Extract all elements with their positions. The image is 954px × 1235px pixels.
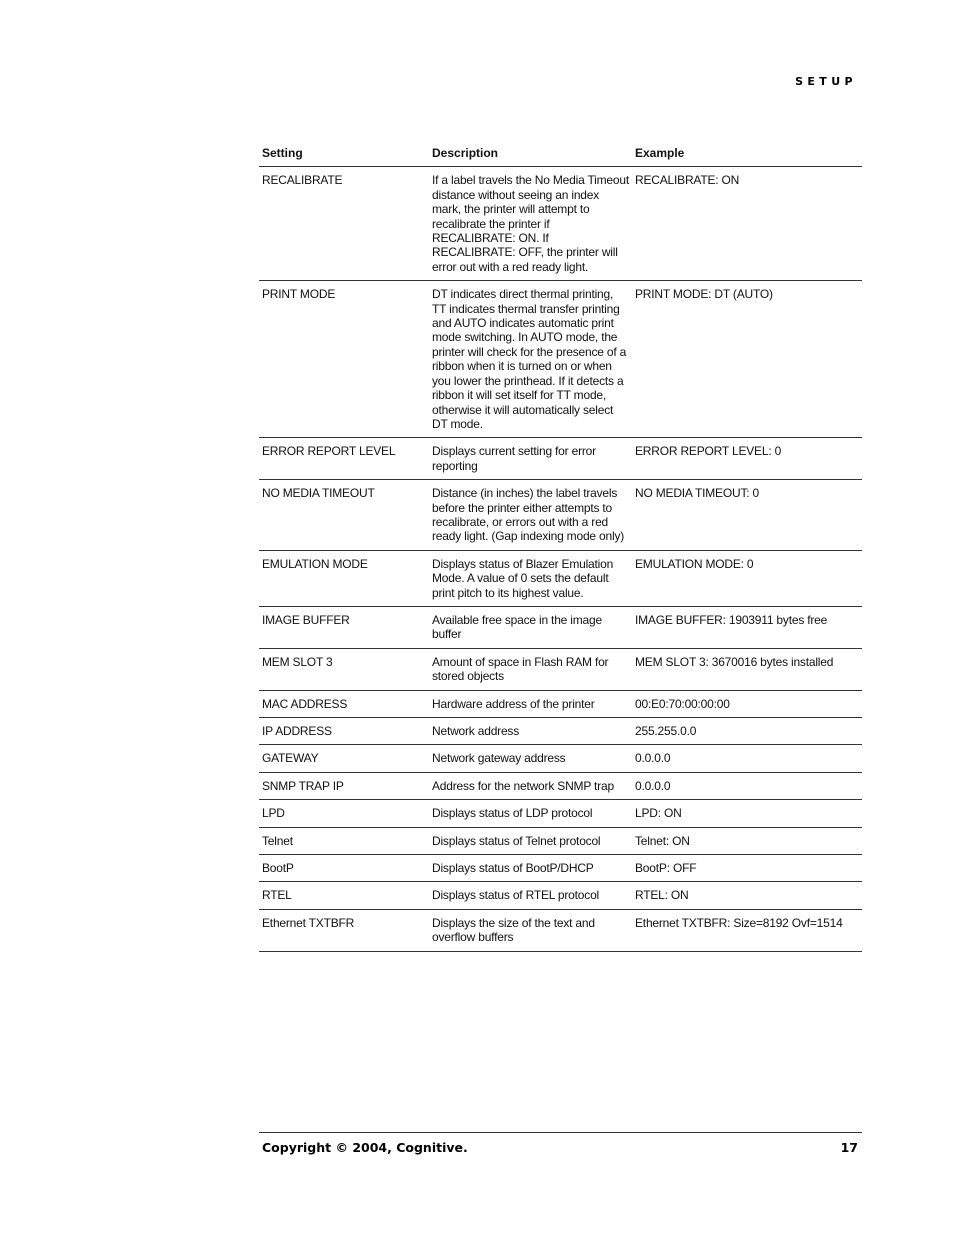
description-cell: Displays the size of the text and overflow buffers — [429, 909, 632, 951]
example-cell: 00:E0:70:00:00:00 — [632, 690, 862, 717]
table-row — [259, 550, 862, 606]
description-cell: Displays current setting for error reporting — [429, 438, 632, 480]
description-cell: Displays status of Telnet protocol — [429, 827, 632, 854]
table-row — [259, 718, 862, 745]
example-cell: RTEL: ON — [632, 882, 862, 909]
description-cell: Amount of space in Flash RAM for stored objects — [429, 648, 632, 690]
setting-cell: RECALIBRATE — [259, 167, 429, 281]
setting-cell: NO MEDIA TIMEOUT — [259, 480, 429, 551]
table-header — [259, 140, 862, 167]
setting-cell: BootP — [259, 855, 429, 882]
setting-cell: ERROR REPORT LEVEL — [259, 438, 429, 480]
example-cell: 0.0.0.0 — [632, 745, 862, 772]
example-cell: BootP: OFF — [632, 855, 862, 882]
table-row — [259, 827, 862, 854]
section-header: SETUP — [795, 75, 857, 88]
example-cell: MEM SLOT 3: 3670016 bytes installed — [632, 648, 862, 690]
table-row — [259, 772, 862, 799]
table-row — [259, 800, 862, 827]
setting-cell: PRINT MODE — [259, 281, 429, 438]
page-number: 17 — [840, 1140, 858, 1155]
description-cell: Available free space in the image buffer — [429, 606, 632, 648]
table-row — [259, 690, 862, 717]
example-cell: RECALIBRATE: ON — [632, 167, 862, 281]
setting-cell: RTEL — [259, 882, 429, 909]
setting-cell: MAC ADDRESS — [259, 690, 429, 717]
example-cell: PRINT MODE: DT (AUTO) — [632, 281, 862, 438]
footer-copyright: Copyright © 2004, Cognitive. — [262, 1140, 468, 1155]
example-cell: LPD: ON — [632, 800, 862, 827]
table-row — [259, 909, 862, 951]
example-cell: ERROR REPORT LEVEL: 0 — [632, 438, 862, 480]
description-cell: Displays status of LDP protocol — [429, 800, 632, 827]
setting-cell: MEM SLOT 3 — [259, 648, 429, 690]
table-row — [259, 281, 862, 438]
table-row — [259, 882, 862, 909]
description-cell: Displays status of RTEL protocol — [429, 882, 632, 909]
example-cell: Ethernet TXTBFR: Size=8192 Ovf=1514 — [632, 909, 862, 951]
table-row — [259, 167, 862, 281]
description-cell: Displays status of BootP/DHCP — [429, 855, 632, 882]
footer-divider — [259, 1132, 862, 1133]
table-row — [259, 606, 862, 648]
description-cell: Distance (in inches) the label travels before the printer either attempts to recalibrate, or errors out with a red ready light. (Gap indexing mode only) — [429, 480, 632, 551]
setting-cell: IP ADDRESS — [259, 718, 429, 745]
table-row — [259, 438, 862, 480]
setting-cell: LPD — [259, 800, 429, 827]
setting-cell: SNMP TRAP IP — [259, 772, 429, 799]
column-header-setting: Setting — [259, 140, 429, 167]
description-cell: Address for the network SNMP trap — [429, 772, 632, 799]
header-row — [259, 140, 862, 167]
description-cell: Hardware address of the printer — [429, 690, 632, 717]
setting-cell: IMAGE BUFFER — [259, 606, 429, 648]
setting-cell: Ethernet TXTBFR — [259, 909, 429, 951]
description-cell: Displays status of Blazer Emulation Mode. A value of 0 sets the default print pitch to its highest value. — [429, 550, 632, 606]
setting-cell: EMULATION MODE — [259, 550, 429, 606]
column-header-example: Example — [632, 140, 862, 167]
table-row — [259, 745, 862, 772]
table-row — [259, 480, 862, 551]
description-cell: Network gateway address — [429, 745, 632, 772]
table-row — [259, 648, 862, 690]
column-header-description: Description — [429, 140, 632, 167]
description-cell: If a label travels the No Media Timeout distance without seeing an index mark, the printer will attempt to recalibrate the printer if RECALIBRATE: ON. If RECALIBRATE: OFF, the printer will error out with a red ready light. — [429, 167, 632, 281]
example-cell: Telnet: ON — [632, 827, 862, 854]
example-cell: 255.255.0.0 — [632, 718, 862, 745]
table-body — [259, 167, 862, 951]
example-cell: IMAGE BUFFER: 1903911 bytes free — [632, 606, 862, 648]
setting-cell: Telnet — [259, 827, 429, 854]
description-cell: Network address — [429, 718, 632, 745]
settings-table — [259, 140, 862, 952]
setting-cell: GATEWAY — [259, 745, 429, 772]
example-cell: EMULATION MODE: 0 — [632, 550, 862, 606]
example-cell: 0.0.0.0 — [632, 772, 862, 799]
example-cell: NO MEDIA TIMEOUT: 0 — [632, 480, 862, 551]
table-row — [259, 855, 862, 882]
description-cell: DT indicates direct thermal printing, TT indicates thermal transfer printing and AUTO indicates automatic print mode switching. In AUTO mode, the printer will check for the presence of a ribbon when it is turned on or when you lower the printhead. If it detects a ribbon it will set itself for TT mode, otherwise it will automatically select DT mode. — [429, 281, 632, 438]
